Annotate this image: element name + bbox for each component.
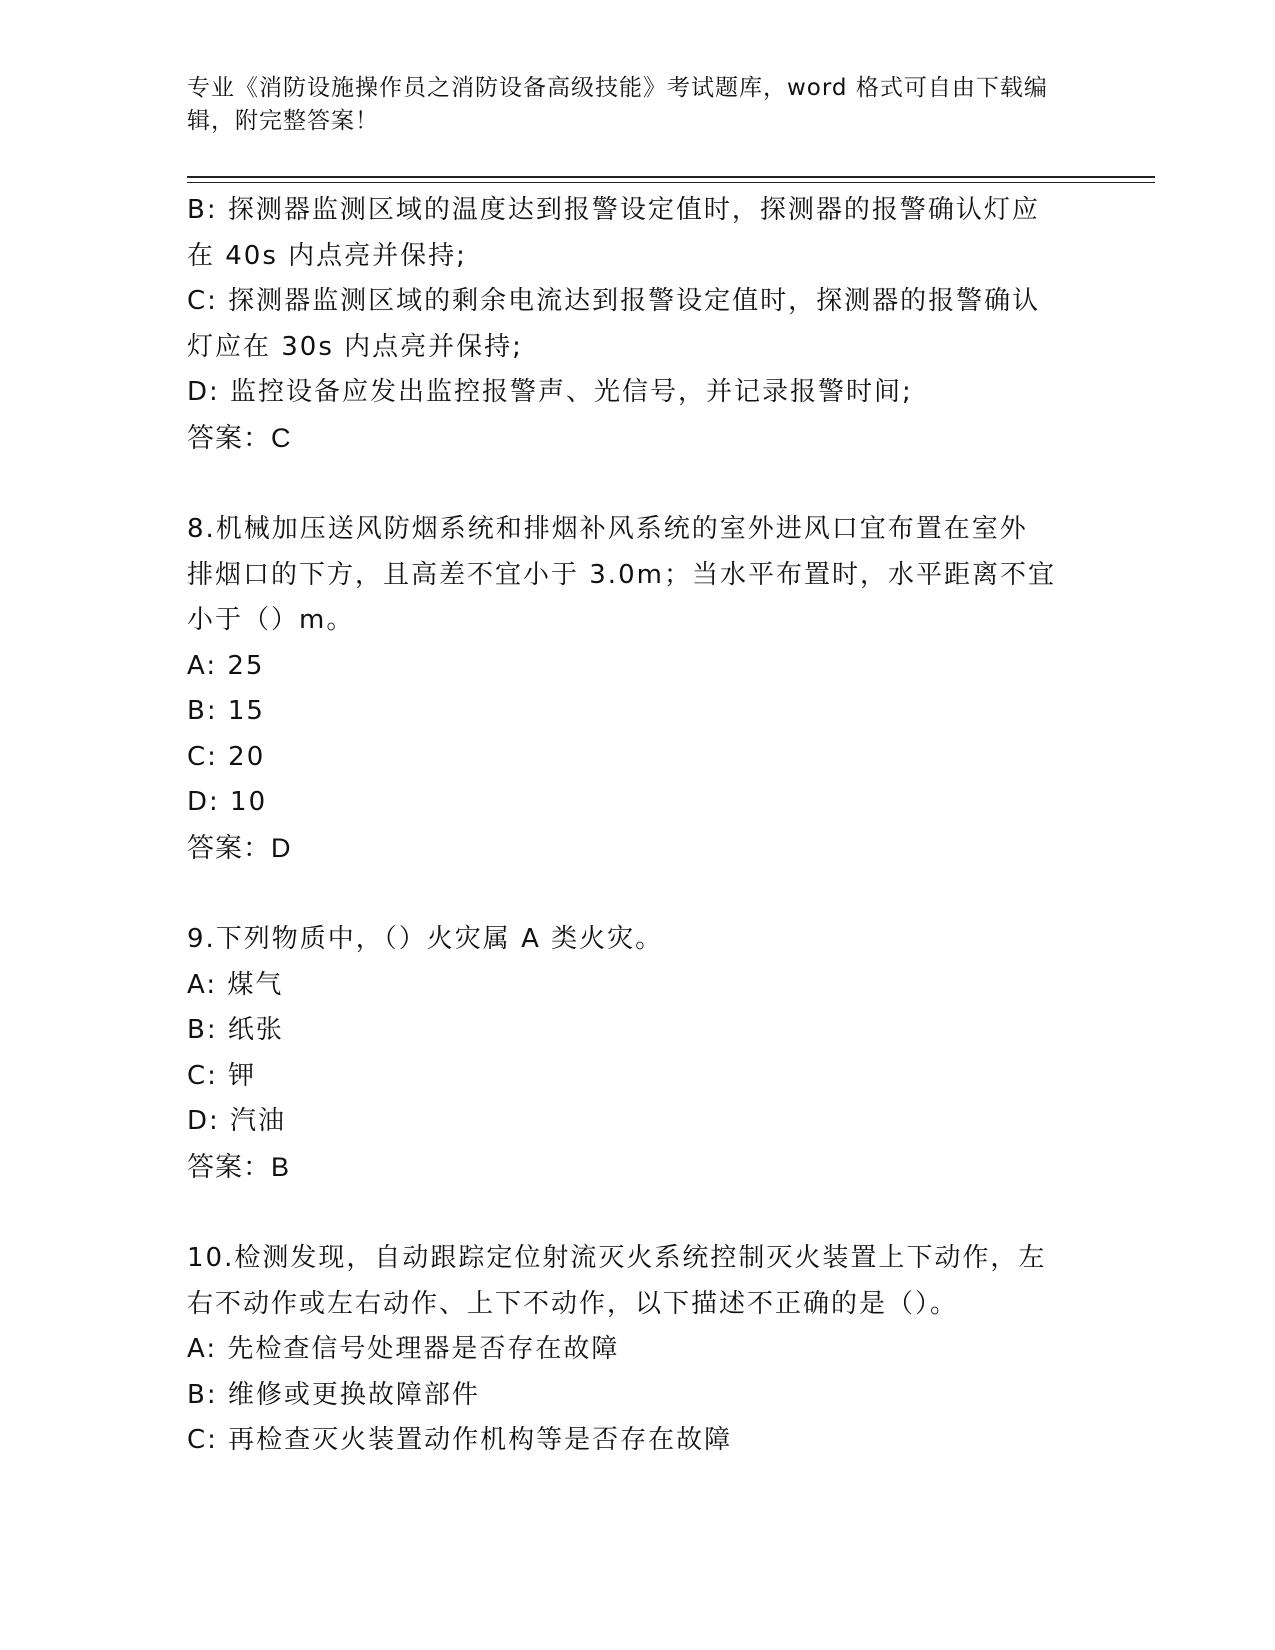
q9-option-a: A: 煤气 [187, 969, 284, 1000]
q8-stem-line-2: 排烟口的下方，且高差不宜小于 3.0m；当水平布置时，水平距离不宜 [187, 559, 1056, 590]
header-line-1: 专业《消防设施操作员之消防设备高级技能》考试题库，word 格式可自由下载编 [187, 75, 1048, 101]
question-10 [187, 1236, 1087, 1464]
q9-stem: 9.下列物质中，（）火灾属 A 类火灾。 [187, 924, 664, 954]
header-rule-thick [187, 176, 1155, 178]
q8-option-d: D: 10 [187, 787, 268, 817]
q7-answer: 答案：C [187, 422, 292, 453]
spacer [187, 461, 1087, 507]
q7-option-c-line-1: C: 探测器监测区域的剩余电流达到报警设定值时，探测器的报警确认 [187, 286, 1041, 316]
q7-option-c-line-2: 灯应在 30s 内点亮并保持; [187, 331, 523, 362]
q8-option-a: A: 25 [187, 650, 265, 681]
q7-option-d: D: 监控设备应发出监控报警声、光信号，并记录报警时间; [187, 377, 913, 407]
q8-answer: 答案：D [187, 832, 292, 863]
q10-stem-line-2: 右不动作或左右动作、上下不动作，以下描述不正确的是（）。 [187, 1288, 959, 1319]
q8-option-b: B: 15 [187, 696, 265, 726]
question-9 [187, 917, 1087, 1190]
q8-stem-line-3: 小于（）m。 [187, 605, 355, 635]
spacer [187, 871, 1087, 917]
q7-option-b-line-2: 在 40s 内点亮并保持; [187, 240, 467, 271]
q10-stem-line-1: 10.检测发现，自动跟踪定位射流灭火系统控制灭火装置上下动作，左 [187, 1243, 1047, 1273]
q10-option-b: B: 维修或更换故障部件 [187, 1379, 480, 1410]
header-line-2: 辑，附完整答案！ [187, 108, 379, 134]
q7-option-b-line-1: B: 探测器监测区域的温度达到报警设定值时，探测器的报警确认灯应 [187, 195, 1040, 225]
question-7-continued [187, 188, 1087, 461]
question-content [187, 188, 1087, 1464]
question-8 [187, 507, 1087, 871]
q10-option-c: C: 再检查灭火装置动作机构等是否存在故障 [187, 1425, 733, 1455]
q9-option-d: D: 汽油 [187, 1106, 287, 1136]
spacer [187, 1190, 1087, 1236]
q9-answer: 答案：B [187, 1151, 291, 1182]
q8-stem-line-1: 8.机械加压送风防烟系统和排烟补风系统的室外进风口宜布置在室外 [187, 514, 1028, 544]
header-rule-thin [187, 182, 1155, 183]
q9-option-b: B: 纸张 [187, 1015, 284, 1045]
document-header [187, 72, 1067, 138]
q9-option-c: C: 钾 [187, 1060, 257, 1091]
q10-option-a: A: 先检查信号处理器是否存在故障 [187, 1334, 620, 1364]
q8-option-c: C: 20 [187, 741, 266, 772]
